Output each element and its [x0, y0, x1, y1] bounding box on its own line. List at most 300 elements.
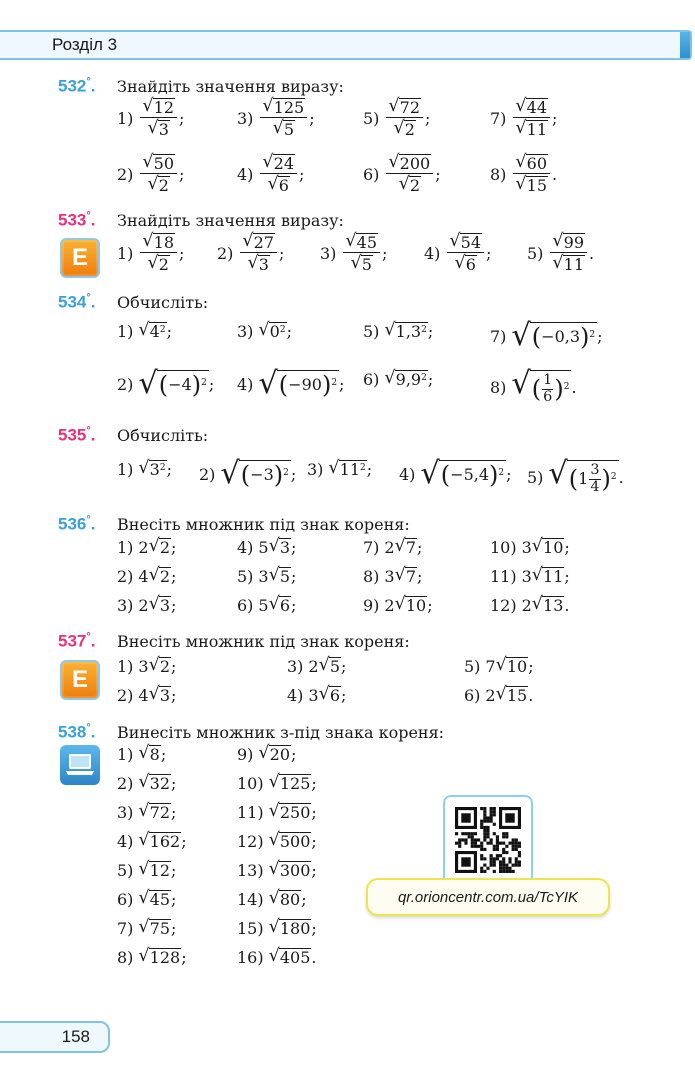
item-label: 4) [117, 832, 134, 852]
radical-sign-icon: √ [388, 96, 400, 116]
radicand: 125 [279, 774, 311, 793]
item-end: ; [291, 538, 297, 558]
exercise-item [490, 153, 557, 196]
fraction [386, 97, 423, 140]
root [328, 460, 366, 479]
item-end: ; [341, 657, 347, 677]
radical-sign-icon: √ [138, 859, 150, 879]
exercise-item [490, 366, 577, 406]
radical-sign-icon: √ [531, 565, 544, 585]
radical-sign-icon: √ [495, 684, 507, 704]
radical-sign-icon: √ [138, 458, 150, 478]
root [319, 686, 341, 705]
radicand: 3 [258, 255, 269, 275]
expression [340, 461, 366, 479]
radicand: 11 [563, 255, 584, 275]
item-end: ; [564, 538, 570, 558]
item-end: ; [171, 538, 177, 558]
problem-532-title: Знайдіть значення виразу: [117, 77, 344, 96]
open-paren: ( [440, 461, 451, 489]
exercise-item [117, 948, 187, 967]
item-end: ; [341, 686, 347, 706]
radicand: 13 [543, 596, 564, 615]
item-end: . [311, 948, 317, 968]
item-label: 5) [527, 243, 544, 263]
header-accent [680, 32, 690, 58]
radicand: 7 [405, 567, 417, 586]
root [515, 120, 548, 139]
radical-sign-icon: √ [148, 565, 160, 585]
open-paren: ( [158, 371, 169, 399]
computer-task-icon[interactable] [60, 745, 100, 785]
fraction [550, 232, 587, 275]
fraction [343, 232, 380, 275]
item-end: . [552, 164, 558, 184]
radicand: 99 [563, 233, 584, 252]
radical-sign-icon: √ [138, 888, 150, 908]
radical-sign-icon: √ [388, 152, 400, 172]
root [258, 366, 339, 401]
exercise-item [117, 596, 176, 615]
item-label: 1) [117, 108, 134, 128]
root [149, 567, 171, 586]
radicand: 45 [149, 890, 170, 909]
radical-sign-icon: √ [350, 253, 362, 274]
problem-538-number: 538°. [58, 722, 96, 742]
root [149, 657, 171, 676]
coefficient: 2 [384, 538, 395, 558]
root [552, 255, 585, 274]
electronic-task-icon[interactable]: E [60, 660, 100, 700]
root [515, 154, 548, 173]
expression [396, 371, 427, 389]
item-label: 2) [117, 164, 134, 184]
item-label: 6) [237, 596, 254, 616]
base: −4 [168, 374, 192, 394]
exercise-item [237, 832, 317, 851]
exercise-item [117, 538, 176, 557]
radicand: 2 [159, 657, 171, 676]
radical-sign-icon: √ [138, 946, 150, 966]
exercise-item [363, 538, 422, 557]
root [273, 120, 295, 139]
numerator: 1 [543, 372, 553, 388]
numerator [140, 153, 177, 174]
coefficient: 2 [138, 538, 149, 558]
exponent: 2 [589, 329, 596, 340]
radicand [567, 460, 619, 496]
item-end: ; [311, 803, 317, 823]
exponent: 2 [331, 377, 338, 388]
item-label: 1) [117, 657, 134, 677]
exercise-item [117, 745, 166, 764]
radicand: 6 [465, 255, 476, 275]
item-end: ; [171, 567, 177, 587]
item-end: ; [366, 460, 373, 480]
item-label: 8) [490, 378, 507, 398]
coefficient: 7 [485, 657, 496, 677]
exercise-item [237, 596, 296, 615]
open-paren: ( [240, 461, 251, 489]
problem-532-number: 532°. [58, 76, 96, 96]
item-label: 2) [199, 464, 216, 484]
denominator [392, 118, 418, 139]
problem-533-title: Знайдіть значення виразу: [117, 211, 344, 230]
exercise-item [199, 456, 297, 491]
root [455, 255, 477, 274]
item-label: 1) [117, 243, 134, 263]
item-label: 3) [237, 108, 254, 128]
item-label: 3) [237, 322, 254, 342]
denominator [271, 118, 297, 139]
item-end: ; [299, 164, 305, 184]
coefficient: 5 [258, 596, 269, 616]
numerator [140, 232, 177, 253]
radicand: 250 [279, 803, 311, 822]
exercise-item [117, 153, 184, 196]
denominator [513, 118, 550, 139]
item-label: 3) [320, 243, 337, 263]
radical-sign-icon: √ [449, 231, 461, 251]
radicand: 5 [329, 657, 341, 676]
item-end: ; [417, 567, 423, 587]
fraction [513, 153, 550, 196]
radicand: 162 [149, 832, 181, 851]
radicand: 2 [159, 567, 171, 586]
item-label: 3) [287, 657, 304, 677]
fraction [260, 153, 297, 196]
item-label: 9) [363, 596, 380, 616]
item-label: 10) [237, 774, 264, 794]
item-end: ; [425, 108, 431, 128]
item-label: 3) [117, 803, 134, 823]
root [395, 596, 428, 615]
exercise-item [237, 803, 317, 822]
item-label: 2) [217, 243, 234, 263]
root [511, 318, 597, 353]
fraction [140, 153, 177, 196]
radical-sign-icon: √ [258, 743, 270, 763]
item-label: 5) [363, 108, 380, 128]
problem-536-title: Внесіть множник під знак кореня: [117, 515, 410, 534]
item-label: 2) [117, 374, 134, 394]
item-end: ; [179, 108, 185, 128]
item-label: 12) [490, 596, 517, 616]
item-end: ; [311, 919, 317, 939]
radicand: 2 [158, 255, 169, 275]
coefficient: 2 [308, 657, 319, 677]
exercise-item [237, 745, 296, 764]
exercise-item [117, 832, 187, 851]
coefficient: 4 [138, 686, 149, 706]
item-label: 16) [237, 948, 264, 968]
item-label: 4) [237, 164, 254, 184]
item-end: . [571, 378, 577, 398]
root [138, 890, 171, 909]
root [262, 98, 305, 117]
radical-sign-icon: √ [138, 830, 150, 850]
exercise-item [237, 97, 315, 140]
root [149, 686, 171, 705]
item-end: ; [486, 243, 492, 263]
radicand: 32 [149, 774, 170, 793]
exponent: 2 [421, 325, 427, 336]
fraction [542, 373, 553, 406]
radicand: 15 [526, 176, 547, 196]
root [269, 948, 312, 967]
problem-534-title: Обчисліть: [117, 293, 209, 312]
radical-sign-icon: √ [148, 594, 160, 614]
root [351, 255, 373, 274]
root [262, 154, 295, 173]
expression [279, 373, 337, 397]
numerator [513, 153, 550, 174]
item-label: 6) [464, 686, 481, 706]
item-label: 6) [363, 370, 380, 390]
item-end: . [589, 243, 595, 263]
radical-sign-icon: √ [515, 118, 527, 139]
denominator [146, 174, 172, 195]
radicand [439, 460, 506, 489]
radicand: 12 [153, 98, 174, 117]
item-end: ; [311, 774, 317, 794]
electronic-task-icon[interactable]: E [60, 238, 100, 278]
root [496, 657, 529, 676]
coefficient: 3 [521, 567, 532, 587]
item-end: ; [552, 108, 558, 128]
item-label: 12) [237, 832, 264, 852]
radical-sign-icon: √ [142, 96, 154, 116]
root [269, 832, 312, 851]
root [269, 774, 312, 793]
coefficient: 2 [485, 686, 496, 706]
root [148, 255, 170, 274]
exercise-item [117, 232, 184, 275]
radical-sign-icon: √ [142, 152, 154, 172]
exercise-item [237, 366, 345, 401]
radicand [149, 322, 167, 341]
root [269, 538, 291, 557]
root [384, 322, 427, 341]
radical-sign-icon: √ [345, 231, 357, 251]
item-end: ; [311, 861, 317, 881]
root [548, 456, 618, 496]
item-end: ; [301, 890, 307, 910]
item-end: ; [171, 774, 177, 794]
problem-535-title: Обчисліть: [117, 426, 209, 445]
radicand [395, 370, 428, 389]
root [138, 745, 160, 764]
item-end: ; [417, 538, 423, 558]
chapter-title: Розділ 3 [52, 35, 118, 54]
exercise-item [490, 318, 603, 353]
radicand: 54 [460, 233, 481, 252]
item-end: ; [171, 890, 177, 910]
radicand: 200 [399, 154, 431, 173]
item-label: 14) [237, 890, 264, 910]
exercise-item [464, 686, 533, 705]
item-end: ; [506, 464, 512, 484]
radical-sign-icon: √ [268, 946, 280, 966]
radical-sign-icon: √ [511, 366, 531, 401]
denominator [246, 253, 272, 274]
item-end: ; [208, 374, 215, 394]
radicand: 3 [159, 596, 171, 615]
close-paren: ) [601, 465, 611, 494]
expression [159, 373, 207, 397]
exercise-item [117, 919, 176, 938]
exercise-item [464, 657, 534, 676]
item-label: 1) [117, 460, 134, 480]
radical-sign-icon: √ [548, 456, 568, 491]
laptop-icon [65, 752, 95, 778]
item-end: ; [171, 657, 177, 677]
exercise-item [237, 774, 317, 793]
exercise-item [117, 366, 215, 401]
item-end: . [528, 686, 534, 706]
coefficient: 4 [138, 567, 149, 587]
radical-sign-icon: √ [328, 458, 340, 478]
item-label: 6) [117, 890, 134, 910]
radicand: 7 [405, 538, 417, 557]
radical-sign-icon: √ [515, 152, 527, 172]
close-paren: ) [554, 375, 564, 404]
radicand: 50 [153, 154, 174, 173]
denominator [513, 174, 550, 195]
problem-533-number: 533°. [58, 210, 96, 230]
exponent: 2 [563, 382, 570, 393]
problem-537-title: Внесіть множник під знак кореня: [117, 632, 410, 651]
numerator [260, 153, 297, 174]
root [399, 176, 421, 195]
item-end: ; [171, 861, 177, 881]
item-label: 9) [237, 745, 254, 765]
qr-link[interactable]: qr.orioncentr.com.ua/TcYIK [366, 878, 610, 916]
radical-sign-icon: √ [552, 253, 564, 274]
radicand: 44 [526, 98, 547, 117]
close-paren: ) [321, 371, 332, 399]
radicand [339, 460, 367, 479]
expression [396, 323, 427, 341]
item-end: ; [427, 370, 434, 390]
exercise-item [117, 97, 184, 140]
exercise-item [363, 567, 422, 586]
exercise-item [399, 456, 512, 491]
radicand: 5 [279, 567, 291, 586]
radicand: 5 [283, 120, 294, 140]
page-number: 158 [0, 1021, 110, 1053]
radicand: 6 [278, 176, 289, 196]
radical-sign-icon: √ [247, 253, 259, 274]
exponent: 2 [159, 463, 166, 474]
root [449, 233, 482, 252]
root [388, 154, 431, 173]
item-label: 7) [117, 919, 134, 939]
item-end: ; [339, 374, 345, 394]
radicand: 10 [543, 538, 564, 557]
coefficient: 3 [258, 567, 269, 587]
root [420, 456, 506, 491]
exercise-item [117, 890, 176, 909]
numerator [513, 97, 550, 118]
item-label: 7) [363, 538, 380, 558]
base: 3 [149, 460, 160, 479]
coefficient: 2 [384, 596, 395, 616]
item-label: 3) [307, 460, 324, 480]
item-end: ; [160, 745, 167, 765]
radicand: 2 [159, 538, 171, 557]
root [552, 233, 585, 252]
root [269, 919, 312, 938]
radicand: 18 [153, 233, 174, 252]
radical-sign-icon: √ [511, 318, 531, 353]
item-label: 7) [490, 326, 507, 346]
radical-sign-icon: √ [148, 536, 160, 556]
root [394, 120, 416, 139]
numerator [240, 232, 277, 253]
item-end: ; [171, 686, 177, 706]
item-label: 4) [287, 686, 304, 706]
root [149, 538, 171, 557]
item-label: 15) [237, 919, 264, 939]
numerator [343, 232, 380, 253]
radicand [395, 322, 428, 341]
item-end: ; [290, 464, 297, 484]
root [138, 948, 181, 967]
radicand: 10 [506, 657, 528, 676]
exercise-item [237, 890, 307, 909]
open-paren: ( [531, 375, 542, 404]
numerator [386, 97, 423, 118]
exercise-item [117, 322, 172, 341]
exponent: 2 [159, 325, 166, 336]
close-paren: ) [489, 461, 499, 489]
radical-sign-icon: √ [138, 917, 150, 937]
base: 11 [339, 460, 360, 479]
coefficient: 5 [258, 538, 269, 558]
exercise-item [237, 919, 317, 938]
base: −0,3 [541, 326, 581, 346]
denominator: 6 [543, 388, 553, 405]
qr-code[interactable] [443, 795, 533, 885]
radical-sign-icon: √ [148, 655, 160, 675]
expression [569, 463, 617, 496]
exponent: 2 [283, 467, 289, 478]
item-end: ; [171, 803, 177, 823]
exercise-item [363, 153, 441, 196]
item-end: ; [179, 164, 185, 184]
radical-sign-icon: √ [220, 456, 240, 491]
open-paren: ( [278, 371, 289, 399]
radical-sign-icon: √ [531, 594, 544, 614]
root [496, 686, 529, 705]
radical-sign-icon: √ [420, 456, 440, 491]
radical-sign-icon: √ [454, 253, 466, 274]
item-label: 7) [490, 108, 507, 128]
numerator [140, 97, 177, 118]
root [138, 460, 166, 479]
root [138, 322, 166, 341]
expression [532, 325, 595, 349]
problem-536-number: 536°. [58, 514, 96, 534]
close-paren: ) [580, 323, 590, 351]
fraction [240, 232, 277, 275]
denominator [349, 253, 375, 274]
exercise-item [237, 322, 292, 341]
radicand: 72 [149, 803, 170, 822]
item-label: 6) [363, 164, 380, 184]
root [142, 98, 175, 117]
